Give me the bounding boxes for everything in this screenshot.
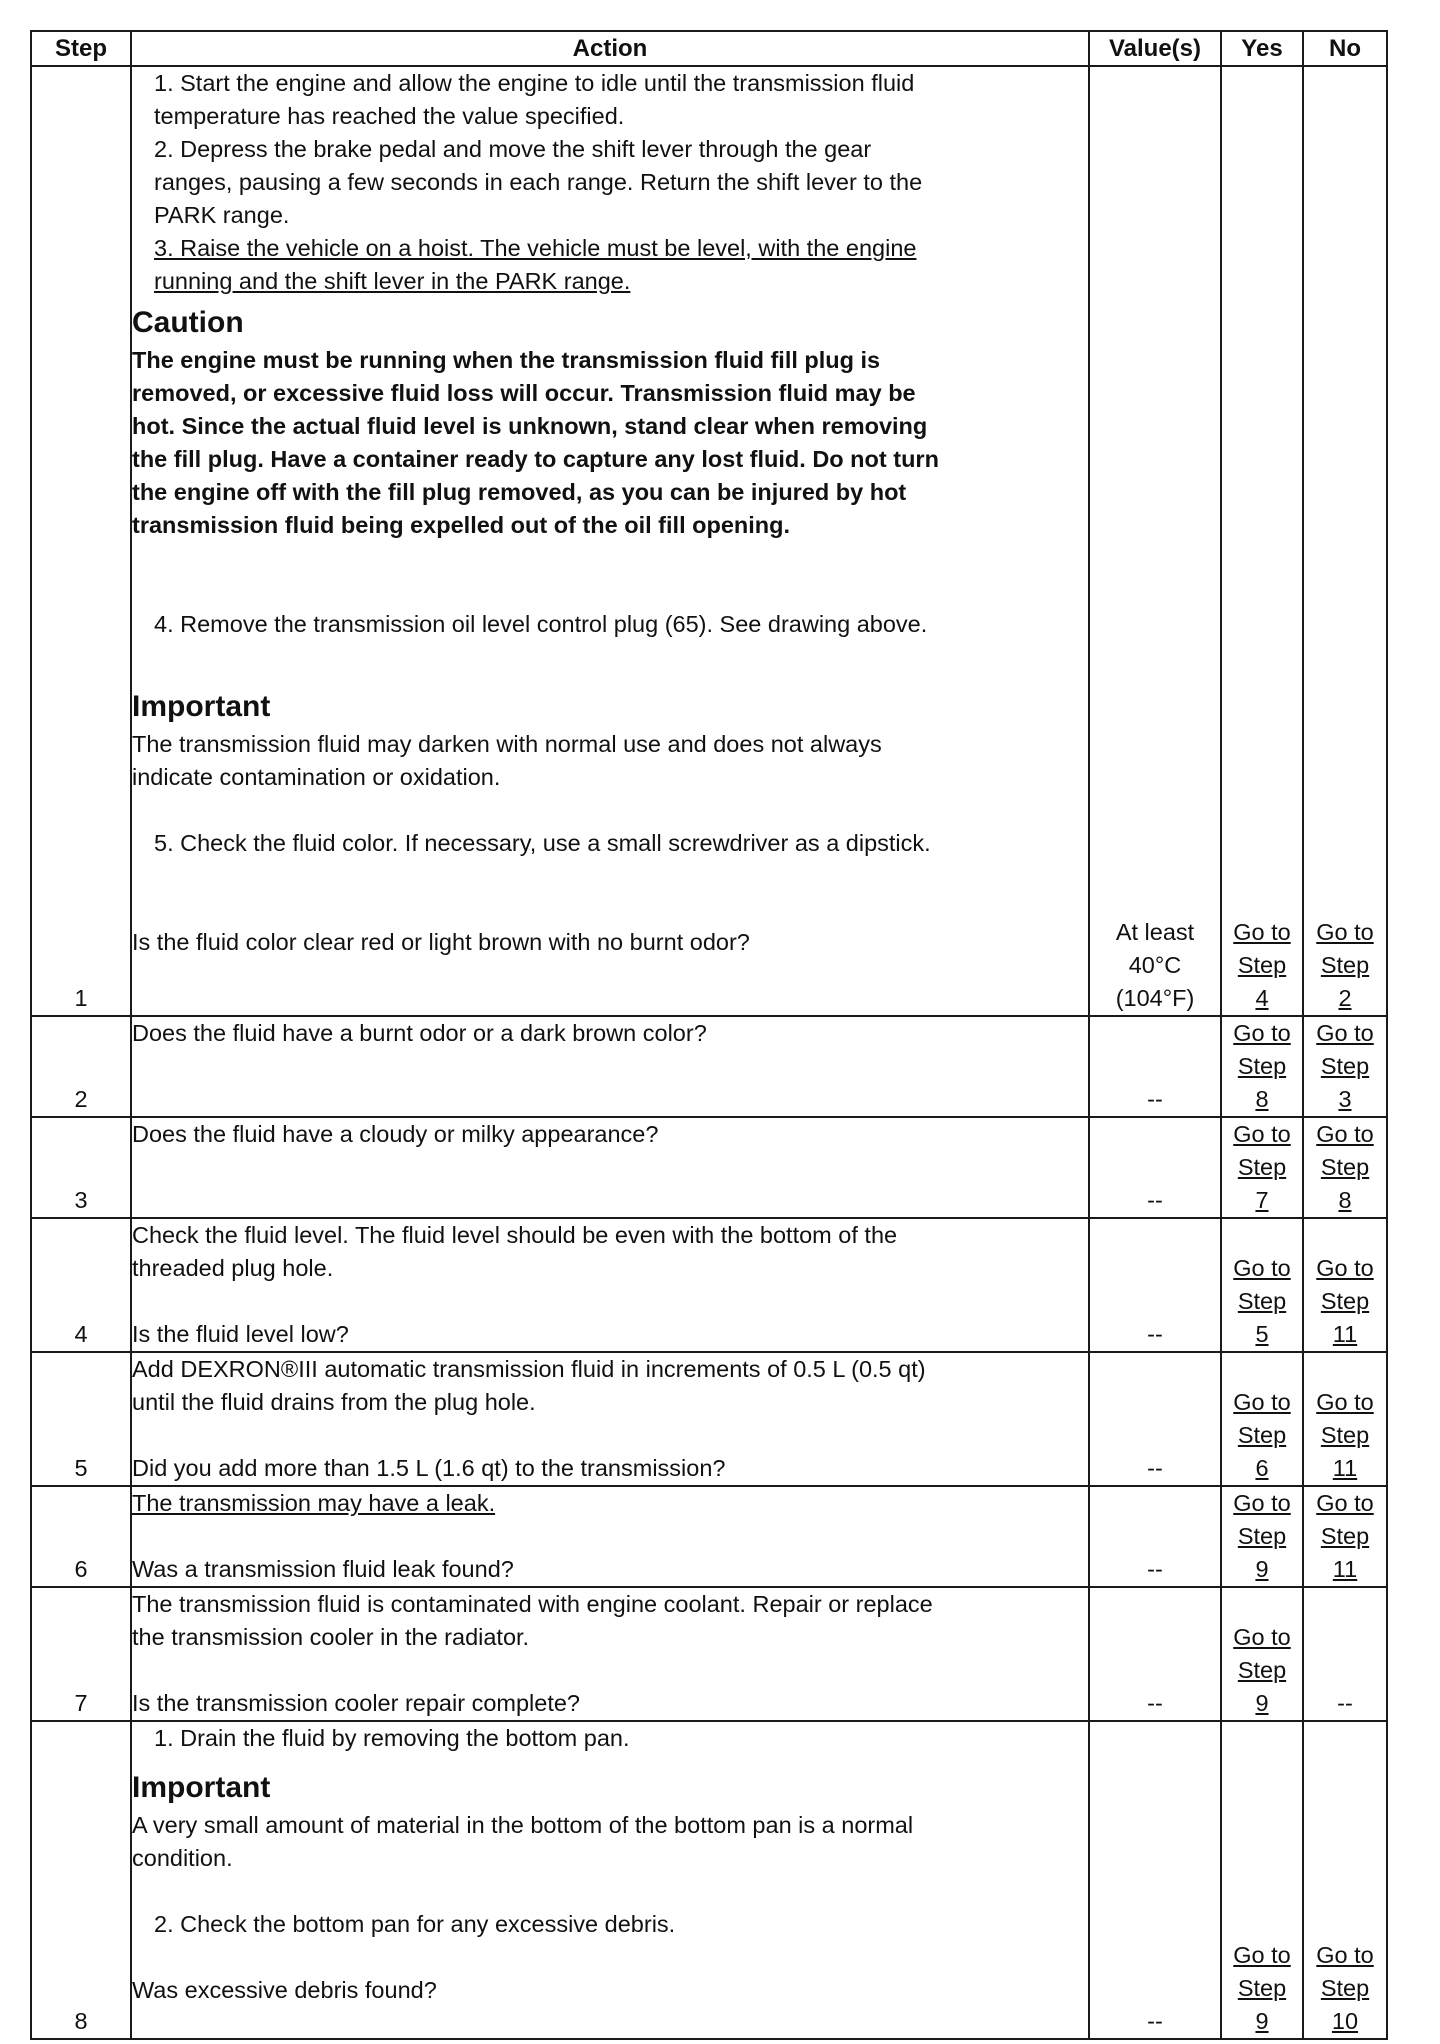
diagnostic-table — [30, 30, 1388, 2040]
instruction-line: PARK range. — [154, 202, 290, 228]
step-number: 5 — [31, 1352, 131, 1486]
action-cell — [131, 66, 1089, 1016]
table-row-step-1 — [31, 66, 1387, 1016]
yes-go-to-step-6-link[interactable]: Go to Step 6 — [1221, 1352, 1303, 1486]
header-row — [31, 31, 1387, 66]
step-number: 3 — [31, 1117, 131, 1218]
no-go-to-step-8-link[interactable]: Go to Step 8 — [1303, 1117, 1387, 1218]
value-line: At least — [1115, 919, 1195, 945]
table-row-step-3 — [31, 1117, 1387, 1218]
action-cell — [131, 1218, 1089, 1352]
action-cell — [131, 1587, 1089, 1721]
question-line: Did you add more than 1.5 L (1.6 qt) to the transmission? — [132, 1455, 726, 1481]
value-cell — [1089, 66, 1221, 1016]
value-cell: -- — [1089, 1117, 1221, 1218]
action-cell — [131, 1117, 1089, 1218]
instruction-line: The transmission may have a leak. — [132, 1490, 496, 1516]
table-row-step-8 — [31, 1721, 1387, 2039]
caution-heading: Caution — [132, 306, 244, 339]
question-line: Was excessive debris found? — [132, 1977, 437, 2003]
instruction-line: temperature has reached the value specified. — [154, 103, 625, 129]
action-cell — [131, 1486, 1089, 1587]
instruction-line: 2. Check the bottom pan for any excessive debris. — [154, 1911, 676, 1937]
question-line: Does the fluid have a cloudy or milky appearance? — [132, 1121, 659, 1147]
value-cell: -- — [1089, 1016, 1221, 1117]
yes-go-to-step-8-link[interactable]: Go to Step 8 — [1221, 1016, 1303, 1117]
header-action: Action — [131, 31, 1089, 66]
value-line: 40°C — [1128, 952, 1182, 978]
instruction-line: 3. Raise the vehicle on a hoist. The vehicle must be level, with the engine — [154, 235, 917, 261]
header-no: No — [1303, 31, 1387, 66]
step-number: 6 — [31, 1486, 131, 1587]
value-cell: -- — [1089, 1587, 1221, 1721]
caution-line: The engine must be running when the transmission fluid fill plug is — [132, 347, 881, 373]
no-go-to-step-11-link[interactable]: Go to Step 11 — [1303, 1218, 1387, 1352]
question-line: Is the transmission cooler repair complete? — [132, 1690, 581, 1716]
yes-go-to-step-7-link[interactable]: Go to Step 7 — [1221, 1117, 1303, 1218]
value-cell: -- — [1089, 1218, 1221, 1352]
no-go-to-step-2-link[interactable]: Go to Step 2 — [1303, 66, 1387, 1016]
step-number: 8 — [31, 1721, 131, 2039]
header-step: Step — [31, 31, 131, 66]
action-cell — [131, 1721, 1089, 2039]
value-line: (104°F) — [1115, 985, 1195, 1011]
table-row-step-4 — [31, 1218, 1387, 1352]
no-go-to-step-11-link[interactable]: Go to Step 11 — [1303, 1352, 1387, 1486]
question-line: Was a transmission fluid leak found? — [132, 1556, 514, 1582]
caution-line: the fill plug. Have a container ready to capture any lost fluid. Do not turn — [132, 446, 939, 472]
step-number: 4 — [31, 1218, 131, 1352]
no-value-cell: -- — [1303, 1587, 1387, 1721]
important-line: condition. — [132, 1845, 233, 1871]
instruction-line: running and the shift lever in the PARK range. — [154, 268, 631, 294]
step-number: 1 — [31, 66, 131, 1016]
no-go-to-step-3-link[interactable]: Go to Step 3 — [1303, 1016, 1387, 1117]
instruction-line: 1. Drain the fluid by removing the bottom pan. — [154, 1725, 630, 1751]
instruction-line: the transmission cooler in the radiator. — [132, 1624, 530, 1650]
important-line: A very small amount of material in the bottom of the bottom pan is a normal — [132, 1812, 914, 1838]
instruction-line: ranges, pausing a few seconds in each range. Return the shift lever to the — [154, 169, 923, 195]
table-row-step-5 — [31, 1352, 1387, 1486]
important-heading: Important — [132, 690, 271, 723]
instruction-line: 4. Remove the transmission oil level control plug (65). See drawing above. — [154, 611, 928, 637]
important-line: indicate contamination or oxidation. — [132, 764, 501, 790]
caution-line: the engine off with the fill plug removed, as you can be injured by hot — [132, 479, 907, 505]
question-line: Is the fluid color clear red or light brown with no burnt odor? — [132, 929, 750, 955]
no-go-to-step-10-link[interactable]: Go to Step 10 — [1303, 1721, 1387, 2039]
step-number: 7 — [31, 1587, 131, 1721]
table-row-step-7 — [31, 1587, 1387, 1721]
value-cell: -- — [1089, 1721, 1221, 2039]
important-heading: Important — [132, 1771, 271, 1804]
diagnostic-procedure-document — [30, 30, 1386, 2034]
yes-go-to-step-9-link[interactable]: Go to Step 9 — [1221, 1587, 1303, 1721]
caution-line: transmission fluid being expelled out of the oil fill opening. — [132, 512, 791, 538]
action-cell — [131, 1352, 1089, 1486]
table-row-step-6 — [31, 1486, 1387, 1587]
instruction-line: The transmission fluid is contaminated with engine coolant. Repair or replace — [132, 1591, 933, 1617]
value-cell: -- — [1089, 1352, 1221, 1486]
instruction-line: 1. Start the engine and allow the engine to idle until the transmission fluid — [154, 70, 915, 96]
no-go-to-step-11-link[interactable]: Go to Step 11 — [1303, 1486, 1387, 1587]
caution-line: removed, or excessive fluid loss will occur. Transmission fluid may be — [132, 380, 916, 406]
header-yes: Yes — [1221, 31, 1303, 66]
instruction-line: Add DEXRON®III automatic transmission fluid in increments of 0.5 L (0.5 qt) — [132, 1356, 926, 1382]
yes-go-to-step-9-link[interactable]: Go to Step 9 — [1221, 1486, 1303, 1587]
instruction-line: 5. Check the fluid color. If necessary, use a small screwdriver as a dipstick. — [154, 830, 931, 856]
important-line: The transmission fluid may darken with normal use and does not always — [132, 731, 882, 757]
instruction-line: threaded plug hole. — [132, 1255, 334, 1281]
step-number: 2 — [31, 1016, 131, 1117]
instruction-line: until the fluid drains from the plug hole. — [132, 1389, 536, 1415]
header-values: Value(s) — [1089, 31, 1221, 66]
table-row-step-2 — [31, 1016, 1387, 1117]
instruction-line: Check the fluid level. The fluid level should be even with the bottom of the — [132, 1222, 898, 1248]
action-cell — [131, 1016, 1089, 1117]
instruction-line: 2. Depress the brake pedal and move the shift lever through the gear — [154, 136, 872, 162]
value-cell: -- — [1089, 1486, 1221, 1587]
question-line: Is the fluid level low? — [132, 1321, 349, 1347]
yes-go-to-step-5-link[interactable]: Go to Step 5 — [1221, 1218, 1303, 1352]
question-line: Does the fluid have a burnt odor or a dark brown color? — [132, 1020, 707, 1046]
yes-go-to-step-4-link[interactable]: Go to Step 4 — [1221, 66, 1303, 1016]
yes-go-to-step-9-link[interactable]: Go to Step 9 — [1221, 1721, 1303, 2039]
caution-line: hot. Since the actual fluid level is unknown, stand clear when removing — [132, 413, 928, 439]
